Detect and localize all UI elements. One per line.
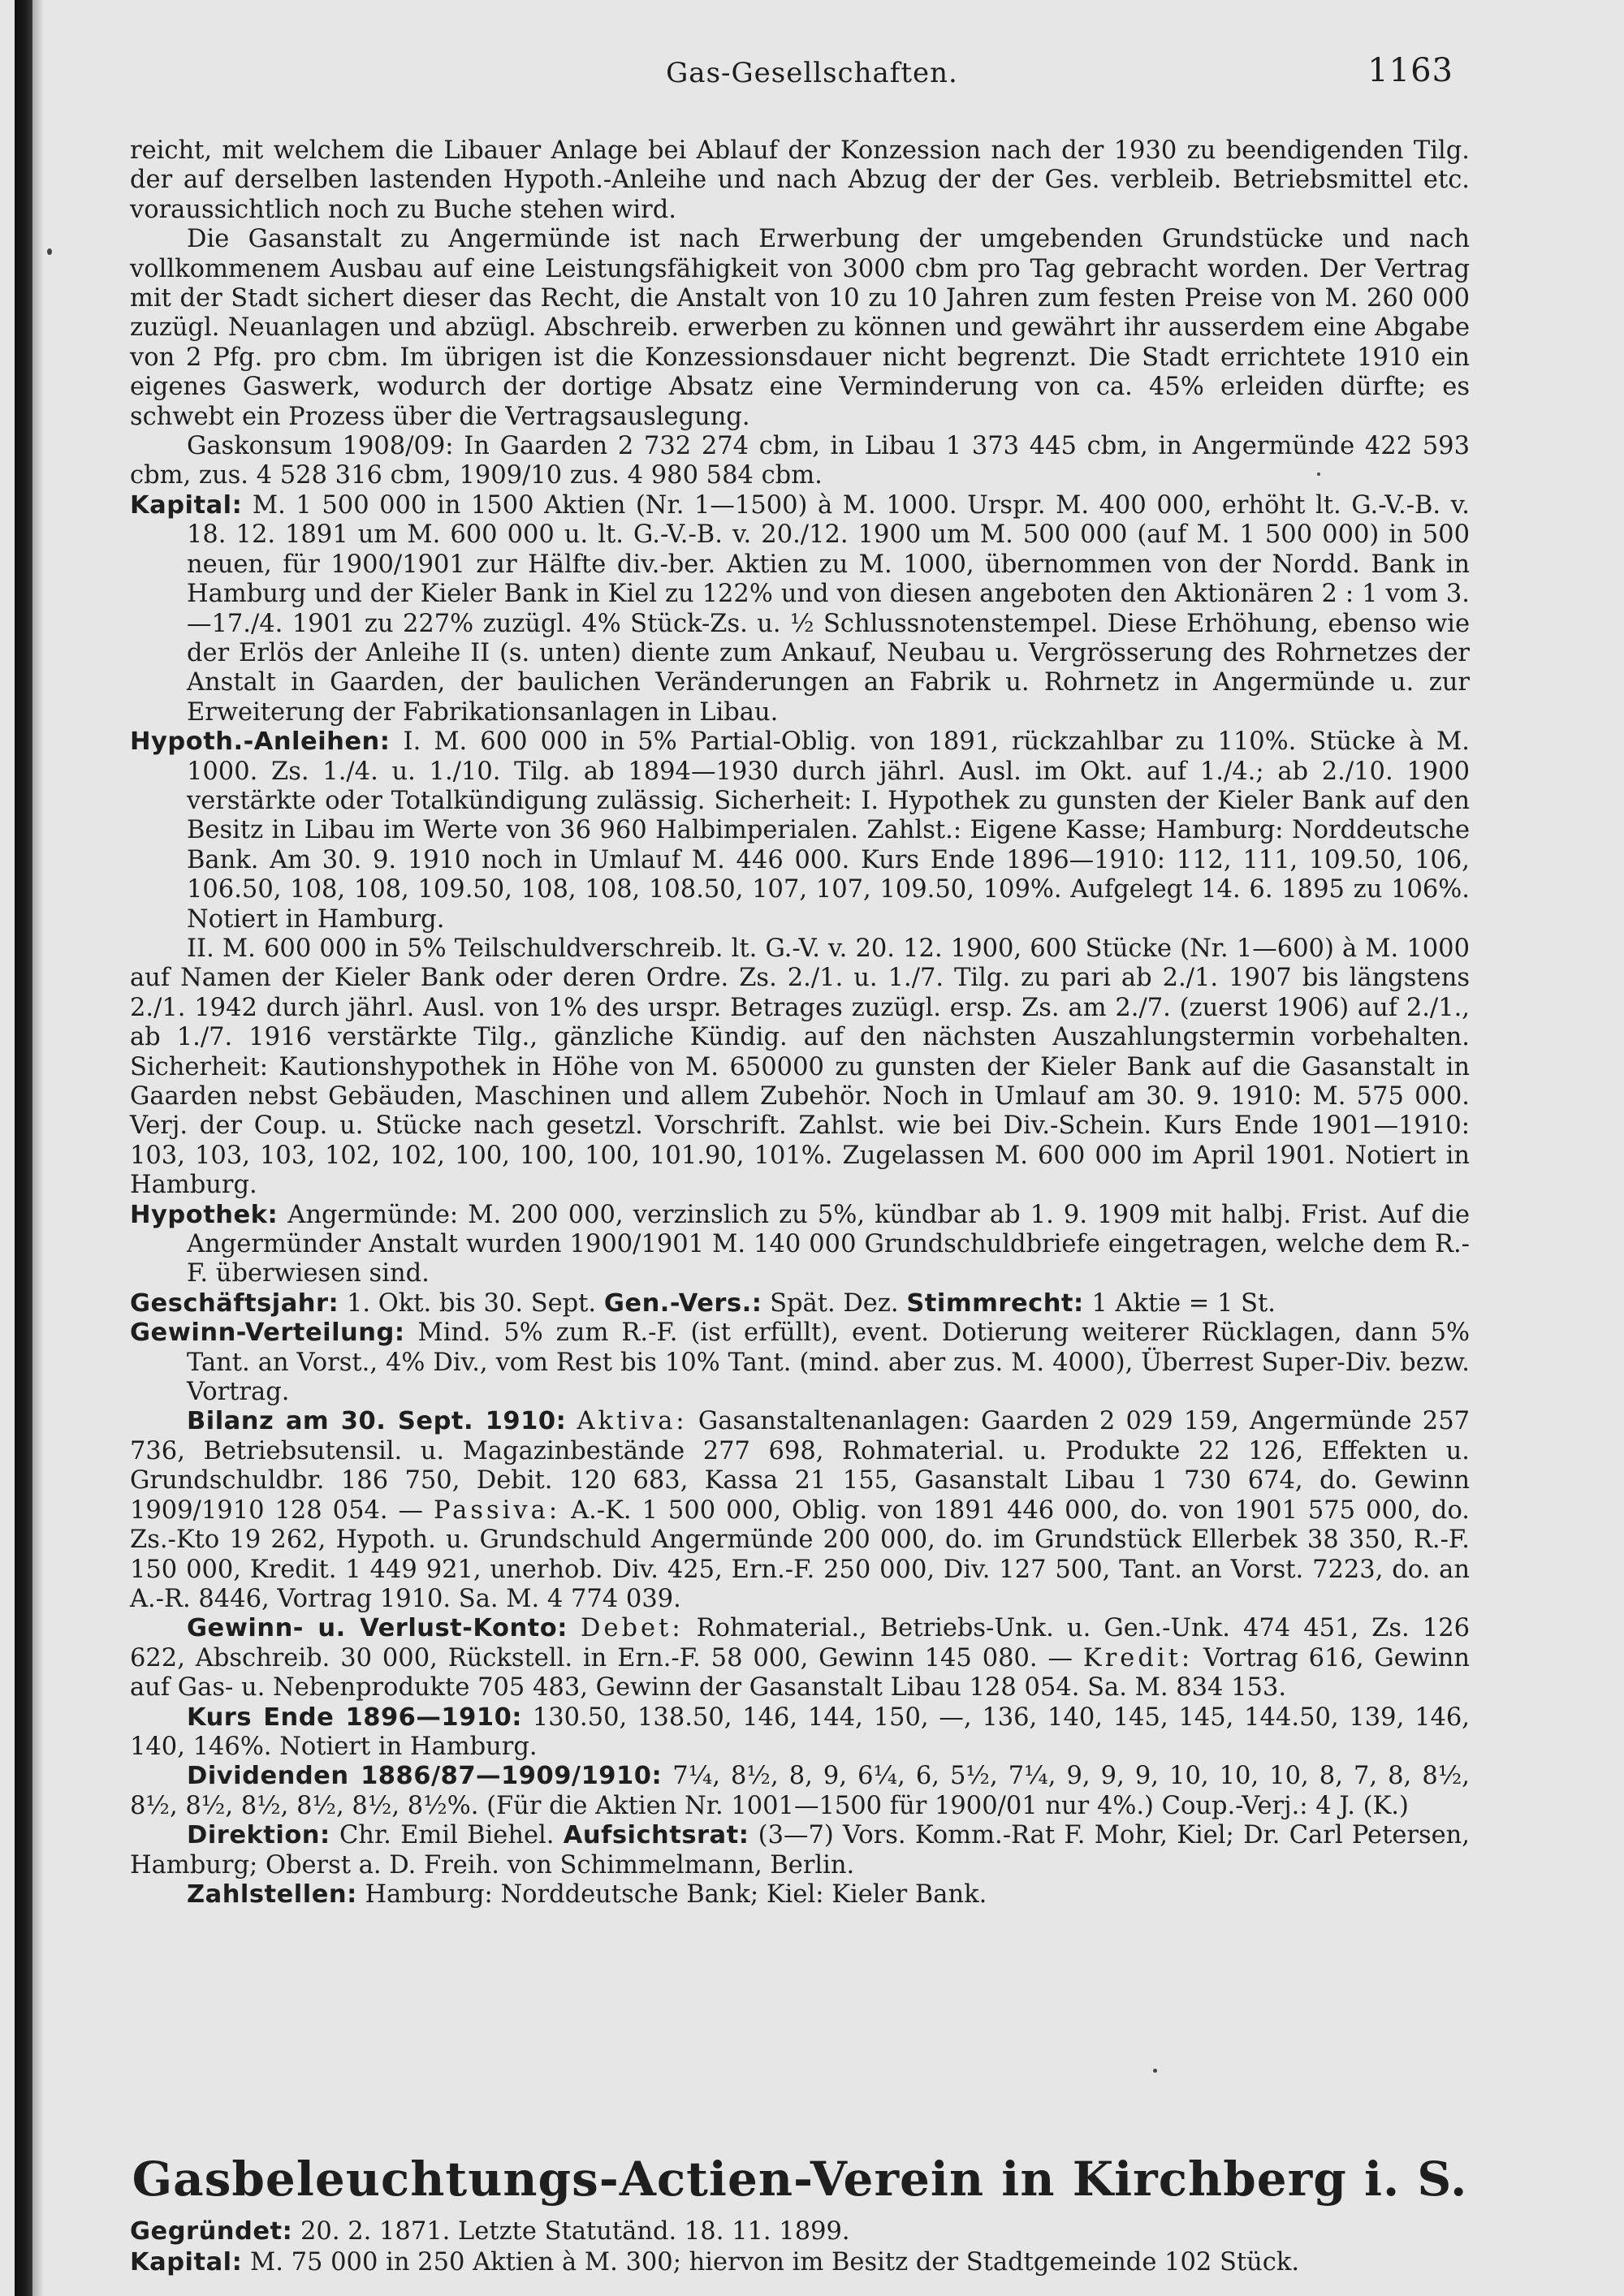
kredit-text: Vortrag 616, Gewinn auf Gas- u. Nebenprodukte 705 483, Gewinn der Gasanstalt Libau 128 054. Sa. M. 834 153. xyxy=(130,1643,1470,1703)
aktiva-label: Aktiva: xyxy=(577,1407,688,1436)
hypoth-anleihen-text-2: II. M. 600 000 in 5% Teilschuldverschreib. lt. G.-V. v. 20. 12. 1900, 600 Stücke (Nr. 1—600) à M. 1000 auf Namen der Kieler Bank oder deren Ordre. Zs. 2./1. u. 1./7. Tilg. zu pari ab 2./1. 1907 bis längstens 2./1. 1942 durch jährl. Ausl. von 1% des urspr. Betrages zuzügl. ersp. Zs. am 2./7. (zuerst 1906) auf 2./1., ab 1./7. 1916 verstärkte Tilg., gänzliche Kündig. auf den nächsten Auszahlungstermin vorbehalten. Sicherheit: Kautionshypothek in Höhe von M. 650000 zu gunsten der Kieler Bank auf die Gasanstalt in Gaarden nebst Gebäuden, Maschinen und allem Zubehör. Noch in Umlauf am 30. 9. 1910: M. 575 000. Verj. der Coup. u. Stücke nach gesetzl. Vorschrift. Zahlst. wie bei Div.-Schein. Kurs Ende 1901—1910: 103, 103, 103, 102, 102, 100, 100, 100, 101.90, 101%. Zugelassen M. 600 000 im April 1901. Notiert in Hamburg. xyxy=(130,934,1470,1200)
paragraph-angermuende: Die Gasanstalt zu Angermünde ist nach Erwerbung der umgebenden Grundstücke und nach vollkommenem Ausbau auf eine Leistungsfähigkeit von 3000 cbm pro Tag gebracht worden. Der Vertrag mit der Stadt sichert dieser das Recht, die Anstalt von 10 zu 10 Jahren zum festen Preise von M. 260 000 zuzügl. Neuanlagen und abzügl. Abschreib. erwerben zu können und gewährt ihr ausserdem eine Abgabe von 2 Pfg. pro cbm. Im übrigen ist die Konzessionsdauer nicht begrenzt. Die Stadt errichtete 1910 ein eigenes Gaswerk, wodurch der dortige Absatz eine Verminderung von ca. 45% erleiden dürfte; es schwebt ein Prozess über die Vertragsauslegung. xyxy=(130,225,1470,431)
kapital-label: Kapital: xyxy=(130,490,243,520)
print-speck xyxy=(1317,473,1320,476)
gen-vers-label: Gen.-Vers.: xyxy=(603,1288,762,1318)
entry-kurs-ende xyxy=(130,1703,1470,1763)
entry-gewinn-verlust xyxy=(130,1614,1470,1703)
hypothek-text: Angermünde: M. 200 000, verzinslich zu 5%, kündbar ab 1. 9. 1909 mit halbj. Frist. Auf die Angermünder Anstalt wurden 1900/1901 M. 140 000 Grundschuldbriefe eingetragen, welche dem R.-F. überwiesen sind. xyxy=(187,1200,1470,1288)
hypoth-anleihen-text-1: I. M. 600 000 in 5% Partial-Oblig. von 1891, rückzahlbar zu 110%. Stücke à M. 1000. Zs. 1./4. u. 1./10. Tilg. ab 1894—1930 durch jährl. Ausl. im Okt. auf 1./4.; ab 2./10. 1900 verstärkte oder Totalkündigung zulässig. Sicherheit: I. Hypothek zu gunsten der Kieler Bank auf den Besitz in Libau im Werte von 36 960 Halbimperialen. Zahlst.: Eigene Kasse; Hamburg: Norddeutsche Bank. Am 30. 9. 1910 noch in Umlauf M. 446 000. Kurs Ende 1896—1910: 112, 111, 109.50, 106, 106.50, 108, 108, 109.50, 108, 108, 108.50, 107, 107, 109.50, 109%. Aufgelegt 14. 6. 1895 zu 106%. Notiert in Hamburg. xyxy=(187,727,1470,934)
book-spine-shadow xyxy=(15,0,32,2296)
next-company-entries xyxy=(130,2216,1470,2278)
print-speck xyxy=(1153,2069,1157,2073)
gegruendet-text: 20. 2. 1871. Letzte Statutänd. 18. 11. 1899. xyxy=(300,2217,850,2246)
entry-next-kapital xyxy=(130,2247,1470,2278)
entry-direktion xyxy=(130,1821,1470,1880)
dividenden-text: 7¼, 8½, 8, 9, 6¼, 6, 5½, 7¼, 9, 9, 9, 10, 10, 10, 8, 7, 8, 8½, 8½, 8½, 8½, 8½, 8½, 8½%. (Für die Aktien Nr. 1001—1500 für 1900/01 nur 4%.) Coup.-Verj.: 4 J. (K.) xyxy=(130,1762,1470,1820)
entry-hypoth-anleihen xyxy=(130,727,1470,934)
kurs-ende-label: Kurs Ende 1896—1910: xyxy=(187,1703,522,1732)
direktion-label: Direktion: xyxy=(187,1821,330,1850)
passiva-text: A.-K. 1 500 000, Oblig. von 1891 446 000, do. von 1901 575 000, do. Zs.-Kto 19 262, Hypoth. u. Grundschuld Angermünde 200 000, do. im Grundstück Ellerbek 38 350, R.-F. 150 000, Kredit. 1 449 921, unerhob. Div. 425, Ern.-F. 250 000, Div. 127 500, Tant. an Vorst. 7223, do. an A.-R. 8446, Vortrag 1910. Sa. M. 4 774 039. xyxy=(130,1495,1470,1613)
entry-geschaeftsjahr xyxy=(130,1289,1470,1318)
article-body xyxy=(130,136,1470,1910)
geschaeftsjahr-text: 1. Okt. bis 30. Sept. xyxy=(346,1288,597,1318)
entry-zahlstellen xyxy=(130,1880,1470,1910)
next-company-heading: Gasbeleuchtungs-Actien-Verein in Kirchberg i. S. xyxy=(132,2151,1468,2207)
entry-bilanz xyxy=(130,1407,1470,1614)
entry-hypothek xyxy=(130,1201,1470,1289)
running-title: Gas-Gesellschaften. xyxy=(666,57,958,89)
stimmrecht-label: Stimmrecht: xyxy=(906,1288,1084,1318)
paragraph-libau: reicht, mit welchem die Libauer Anlage bei Ablauf der Konzession nach der 1930 zu beendigenden Tilg. der auf derselben lastenden Hypoth.-Anleihe und nach Abzug der der Ges. verbleib. Betriebsmittel etc. voraussichtlich noch zu Buche stehen wird. xyxy=(130,136,1470,224)
geschaeftsjahr-label: Geschäftsjahr: xyxy=(130,1288,339,1318)
kapital-text: M. 1 500 000 in 1500 Aktien (Nr. 1—1500) à M. 1000. Urspr. M. 400 000, erhöht lt. G.-V.-B. v. 18. 12. 1891 um M. 600 000 u. lt. G.-V.-B. v. 20./12. 1900 um M. 500 000 (auf M. 1 500 000) in 500 neuen, für 1900/1901 zur Hälfte div.-ber. Aktien zu M. 1000, übernommen von der Nordd. Bank in Hamburg und der Kieler Bank in Kiel zu 122% und von diesen angeboten den Aktionären 2 : 1 vom 3.—17./4. 1901 zu 227% zuzügl. 4% Stück-Zs. u. ½ Schlussnotenstempel. Diese Erhöhung, ebenso wie der Erlös der Anleihe II (s. unten) diente zum Ankauf, Neubau u. Vergrösserung des Rohrnetzes der Anstalt in Gaarden, der baulichen Veränderungen an Fabrik u. Rohrnetz in Angermünde u. zur Erweiterung der Fabrikationsanlagen in Libau. xyxy=(187,490,1470,727)
dividenden-label: Dividenden 1886/87—1909/1910: xyxy=(187,1762,663,1791)
gewinn-verteilung-text: Mind. 5% zum R.-F. (ist erfüllt), event. Dotierung weiterer Rücklagen, dann 5% Tant. an Vorst., 4% Div., vom Rest bis 10% Tant. (mind. aber zus. M. 4000), Überrest Super-Div. bezw. Vortrag. xyxy=(187,1318,1471,1407)
aufsichtsrat-text: (3—7) Vors. Komm.-Rat F. Mohr, Kiel; Dr. Carl Petersen, Hamburg; Oberst a. D. Freih. von Schimmelmann, Berlin. xyxy=(130,1821,1470,1880)
gewinn-verlust-label: Gewinn- u. Verlust-Konto: xyxy=(187,1614,568,1643)
debet-text: Rohmaterial., Betriebs-Unk. u. Gen.-Unk. 474 451, Zs. 126 622, Abschreib. 30 000, Rückstell. in Ern.-F. 58 000, Gewinn 145 080. — xyxy=(130,1614,1470,1672)
gewinn-verteilung-label: Gewinn-Verteilung: xyxy=(130,1318,405,1348)
aktiva-text: Gasanstaltenanlagen: Gaarden 2 029 159, Angermünde 257 736, Betriebsutensil. u. Magazinbestände 277 698, Rohmaterial. u. Produkte 22 126, Effekten u. Grundschuldbr. 186 750, Debit. 120 683, Kassa 21 155, Gasanstalt Libau 1 730 674, do. Gewinn 1909/1910 128 054. — xyxy=(130,1407,1471,1525)
hypoth-anleihen-label: Hypoth.-Anleihen: xyxy=(130,727,391,757)
stimmrecht-text: 1 Aktie = 1 St. xyxy=(1091,1288,1276,1318)
kurs-ende-text: 130.50, 138.50, 146, 144, 150, —, 136, 140, 145, 145, 144.50, 139, 146, 140, 146%. Notiert in Hamburg. xyxy=(130,1703,1470,1761)
zahlstellen-label: Zahlstellen: xyxy=(187,1880,357,1909)
bilanz-label: Bilanz am 30. Sept. 1910: xyxy=(187,1407,567,1436)
entry-gewinn-verteilung xyxy=(130,1318,1470,1407)
paragraph-gaskonsum: Gaskonsum 1908/09: In Gaarden 2 732 274 cbm, in Libau 1 373 445 cbm, in Angermünde 422 593 cbm, zus. 4 528 316 cbm, 1909/10 zus. 4 980 584 cbm. xyxy=(130,432,1470,490)
hypothek-label: Hypothek: xyxy=(130,1200,279,1229)
entry-kapital xyxy=(130,491,1470,727)
kredit-label: Kredit: xyxy=(1082,1643,1194,1672)
zahlstellen-text: Hamburg: Norddeutsche Bank; Kiel: Kieler Bank. xyxy=(365,1880,987,1909)
entry-gegruendet xyxy=(130,2216,1470,2247)
gen-vers-text: Spät. Dez. xyxy=(770,1288,899,1318)
aufsichtsrat-label: Aufsichtsrat: xyxy=(563,1821,749,1850)
gegruendet-label: Gegründet: xyxy=(130,2217,293,2246)
debet-label: Debet: xyxy=(580,1614,684,1643)
page-header xyxy=(171,52,1453,97)
direktion-text: Chr. Emil Biehel. xyxy=(339,1821,555,1850)
gutter-shadow xyxy=(32,0,44,2296)
page-number: 1163 xyxy=(1367,52,1453,89)
print-speck xyxy=(47,248,52,255)
next-kapital-label: Kapital: xyxy=(130,2248,243,2277)
entry-dividenden xyxy=(130,1762,1470,1821)
passiva-label: Passiva: xyxy=(434,1495,561,1525)
next-kapital-text: M. 75 000 in 250 Aktien à M. 300; hiervon im Besitz der Stadtgemeinde 102 Stück. xyxy=(250,2248,1300,2277)
